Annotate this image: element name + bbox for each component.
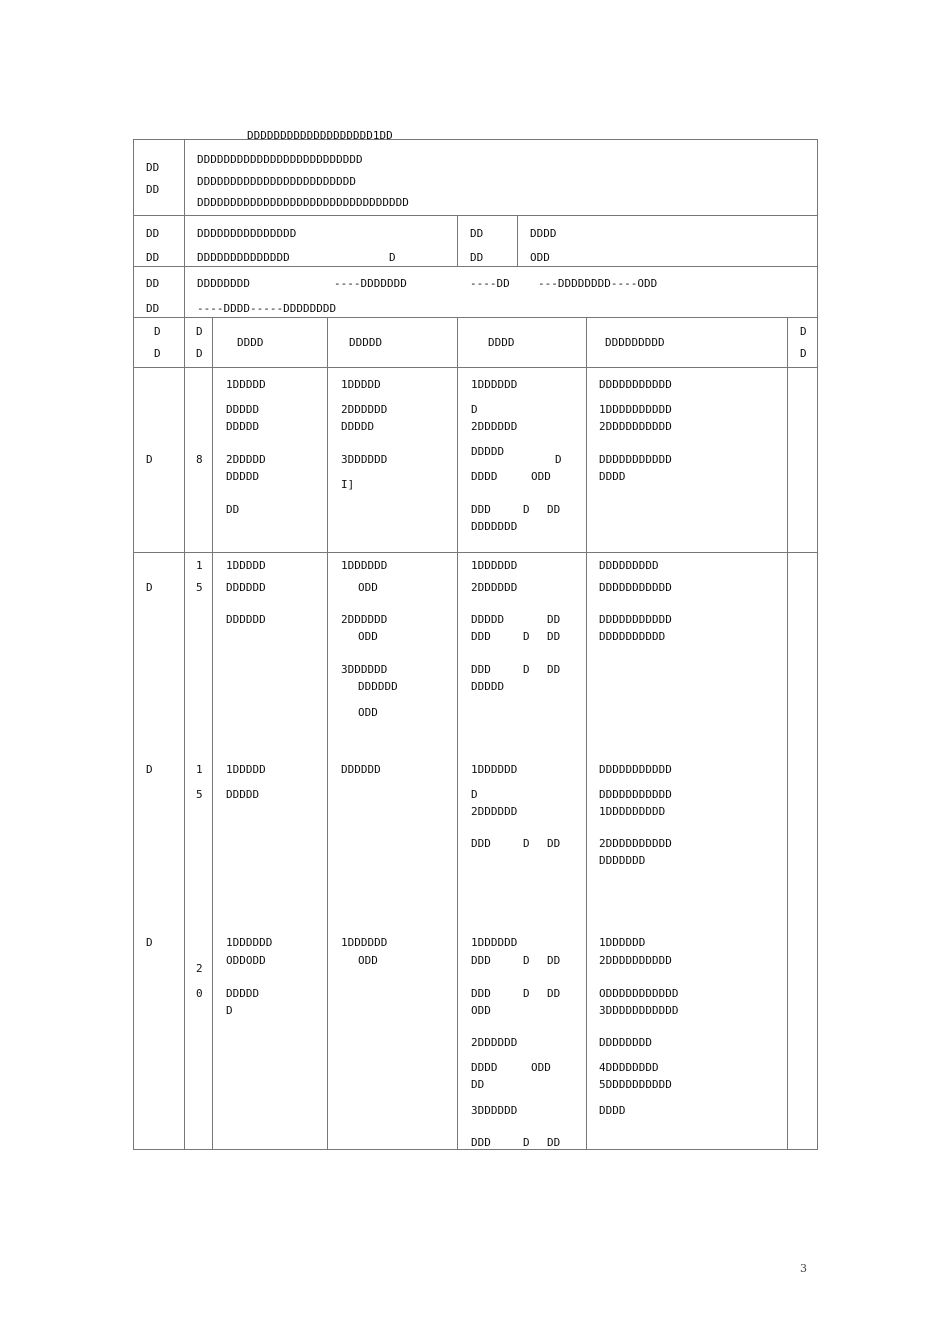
row3-label-a: DD — [146, 277, 160, 290]
block2-col5: DDDDD — [471, 680, 505, 693]
col-divider — [327, 317, 328, 1150]
row-divider — [133, 266, 818, 267]
block1-col5: DDDDDDD — [471, 520, 518, 533]
block1-col5: DD — [547, 503, 561, 516]
block2-col5: DD — [547, 630, 561, 643]
row2-text-a: DDDDDDDDDDDDDDD — [197, 227, 297, 240]
row2-text-b2: D — [389, 251, 396, 264]
block2-col5: DDD — [471, 663, 491, 676]
block4-col6: DDDDDDDD — [599, 1036, 652, 1049]
block1-col5: D — [523, 503, 530, 516]
row3-seg: DDDDDDDD — [197, 277, 250, 290]
block3-col6: 1DDDDDDDDD — [599, 805, 666, 818]
block4-col5: D — [523, 1136, 530, 1149]
block4-col6: DDDD — [599, 1104, 626, 1117]
block4-col6: 4DDDDDDDD — [599, 1061, 659, 1074]
row-divider — [133, 215, 818, 216]
block2-col5: DDD — [471, 630, 491, 643]
block2-hours: 5 — [196, 581, 203, 594]
row-divider — [133, 367, 818, 368]
block4-col6: 2DDDDDDDDDD — [599, 954, 672, 967]
block2-col5: D — [523, 630, 530, 643]
row1-label-b: DD — [146, 183, 160, 196]
block4-hours: 2 — [196, 962, 203, 975]
block3-col6: 2DDDDDDDDDD — [599, 837, 672, 850]
block2-col6: DDDDDDDDDDD — [599, 613, 672, 626]
row2-text-c: DDDD — [530, 227, 557, 240]
row3-label-b: DD — [146, 302, 160, 315]
block4-col5: 2DDDDDD — [471, 1036, 518, 1049]
row2-label-a: DD — [146, 227, 160, 240]
header-col5: DDDD — [488, 336, 515, 349]
block1-col3: 1DDDDD — [226, 378, 266, 391]
col-divider — [457, 317, 458, 1150]
block1-col3: DDDDD — [226, 470, 260, 483]
block1-num: D — [146, 453, 153, 466]
block1-col3: DD — [226, 503, 240, 516]
block4-col5: ODD — [531, 1061, 551, 1074]
block3-col3: 1DDDDD — [226, 763, 266, 776]
block3-hours: 1 — [196, 763, 203, 776]
header-col2: D — [196, 325, 203, 338]
row1-line: DDDDDDDDDDDDDDDDDDDDDDDD — [197, 175, 356, 188]
block1-col6: DDDDDDDDDDD — [599, 453, 672, 466]
block4-num: D — [146, 936, 153, 949]
block4-col5: ODD — [471, 1004, 491, 1017]
block1-col6: 1DDDDDDDDDD — [599, 403, 672, 416]
block2-col5: 1DDDDDD — [471, 559, 518, 572]
block4-col3: ODDODD — [226, 954, 266, 967]
block3-col3: DDDDD — [226, 788, 260, 801]
row2-text-d: ODD — [530, 251, 550, 264]
row3-seg: ---DDDDDDDD----ODD — [538, 277, 658, 290]
block2-col5: DD — [547, 613, 561, 626]
block3-col4: DDDDDD — [341, 763, 381, 776]
block4-col4: 1DDDDDD — [341, 936, 388, 949]
block2-col6: DDDDDDDDDDD — [599, 581, 672, 594]
block4-col6: 5DDDDDDDDDD — [599, 1078, 672, 1091]
block2-col3: 1DDDDD — [226, 559, 266, 572]
block2-col6: DDDDDDDDD — [599, 559, 659, 572]
block2-col4: 1DDDDDD — [341, 559, 388, 572]
block1-col3: DDDDD — [226, 403, 260, 416]
row1-line: DDDDDDDDDDDDDDDDDDDDDDDDD — [197, 153, 363, 166]
block4-col3: 1DDDDDD — [226, 936, 273, 949]
block4-col5: D — [523, 954, 530, 967]
col-divider — [586, 317, 587, 1150]
block1-col4: 1DDDDD — [341, 378, 381, 391]
block1-col3: DDDDD — [226, 420, 260, 433]
col-divider — [787, 317, 788, 1150]
block1-col4: 3DDDDDD — [341, 453, 388, 466]
block2-hours: 1 — [196, 559, 203, 572]
block3-num: D — [146, 763, 153, 776]
block2-col5: D — [523, 663, 530, 676]
header-col7: D — [800, 347, 807, 360]
block4-col5: DDD — [471, 1136, 491, 1149]
block4-col5: DD — [547, 1136, 561, 1149]
block1-col5: 1DDDDDD — [471, 378, 518, 391]
block4-col5: DD — [547, 954, 561, 967]
block3-col6: DDDDDDDDDDD — [599, 763, 672, 776]
block1-col6: DDDD — [599, 470, 626, 483]
block1-hours: 8 — [196, 453, 203, 466]
block2-col4: ODD — [358, 630, 378, 643]
row3-seg: ----DDDDDDD — [334, 277, 407, 290]
block1-col5: ODD — [531, 470, 551, 483]
row2-text-b: DDDDDDDDDDDDDD — [197, 251, 290, 264]
row1-label-a: DD — [146, 161, 160, 174]
block1-col5: DDDD — [471, 470, 498, 483]
block1-col5: D — [471, 403, 478, 416]
block4-col5: 3DDDDDD — [471, 1104, 518, 1117]
row3-seg: ----DD — [470, 277, 510, 290]
block4-col3: DDDDD — [226, 987, 260, 1000]
block4-col4: ODD — [358, 954, 378, 967]
block2-col4: 2DDDDDD — [341, 613, 388, 626]
block2-num: D — [146, 581, 153, 594]
block4-col5: DDDD — [471, 1061, 498, 1074]
block1-col5: 2DDDDDD — [471, 420, 518, 433]
header-col7: D — [800, 325, 807, 338]
block3-col5: 1DDDDDD — [471, 763, 518, 776]
block3-hours: 5 — [196, 788, 203, 801]
block4-col5: DDD — [471, 987, 491, 1000]
header-col4: DDDDD — [349, 336, 383, 349]
row-divider — [133, 317, 818, 318]
block2-col5: DDDDD — [471, 613, 505, 626]
header-col2: D — [196, 347, 203, 360]
row-divider — [133, 552, 818, 553]
block3-col5: 2DDDDDD — [471, 805, 518, 818]
block2-col5: DD — [547, 663, 561, 676]
block1-col3: 2DDDDD — [226, 453, 266, 466]
block4-col5: D — [523, 987, 530, 1000]
block3-col5: D — [523, 837, 530, 850]
block3-col5: D — [471, 788, 478, 801]
row3-seg: ----DDDD-----DDDDDDDD — [197, 302, 337, 315]
row2-label-c: DD — [470, 227, 484, 240]
block4-col5: DD — [471, 1078, 485, 1091]
block1-col6: 2DDDDDDDDDD — [599, 420, 672, 433]
block4-col5: DDD — [471, 954, 491, 967]
block2-col6: DDDDDDDDDD — [599, 630, 666, 643]
block4-col6: ODDDDDDDDDDD — [599, 987, 679, 1000]
block2-col3: DDDDDD — [226, 613, 266, 626]
header-col1: D — [154, 347, 161, 360]
top-line: DDDDDDDDDDDDDDDDDDD1DD — [247, 129, 393, 142]
col-divider — [517, 215, 518, 266]
block1-col5: DDDDD — [471, 445, 505, 458]
row2-label-d: DD — [470, 251, 484, 264]
col-divider — [212, 317, 213, 1150]
col-divider — [184, 139, 185, 1150]
block1-col4: I] — [341, 478, 355, 491]
block2-col5: 2DDDDDD — [471, 581, 518, 594]
block1-col6: DDDDDDDDDDD — [599, 378, 672, 391]
block4-col6: 1DDDDDD — [599, 936, 646, 949]
block3-col5: DDD — [471, 837, 491, 850]
page-number: 3 — [800, 1262, 807, 1275]
block2-col4: ODD — [358, 581, 378, 594]
block4-col5: DD — [547, 987, 561, 1000]
block1-col5: DDD — [471, 503, 491, 516]
block1-col4: DDDDD — [341, 420, 375, 433]
block2-col4: 3DDDDDD — [341, 663, 388, 676]
block1-col5: D — [555, 453, 562, 466]
header-col3: DDDD — [237, 336, 264, 349]
header-col6: DDDDDDDDD — [605, 336, 665, 349]
col-divider — [457, 215, 458, 266]
header-col1: D — [154, 325, 161, 338]
block4-col5: 1DDDDDD — [471, 936, 518, 949]
block4-hours: 0 — [196, 987, 203, 1000]
block3-col6: DDDDDDDDDDD — [599, 788, 672, 801]
block2-col3: DDDDDD — [226, 581, 266, 594]
block2-col4: ODD — [358, 706, 378, 719]
block2-col4: DDDDDD — [358, 680, 398, 693]
block1-col4: 2DDDDDD — [341, 403, 388, 416]
row1-line: DDDDDDDDDDDDDDDDDDDDDDDDDDDDDDDD — [197, 196, 409, 209]
block4-col3: D — [226, 1004, 233, 1017]
block3-col5: DD — [547, 837, 561, 850]
block3-col6: DDDDDDD — [599, 854, 646, 867]
row2-label-b: DD — [146, 251, 160, 264]
block4-col6: 3DDDDDDDDDDD — [599, 1004, 679, 1017]
